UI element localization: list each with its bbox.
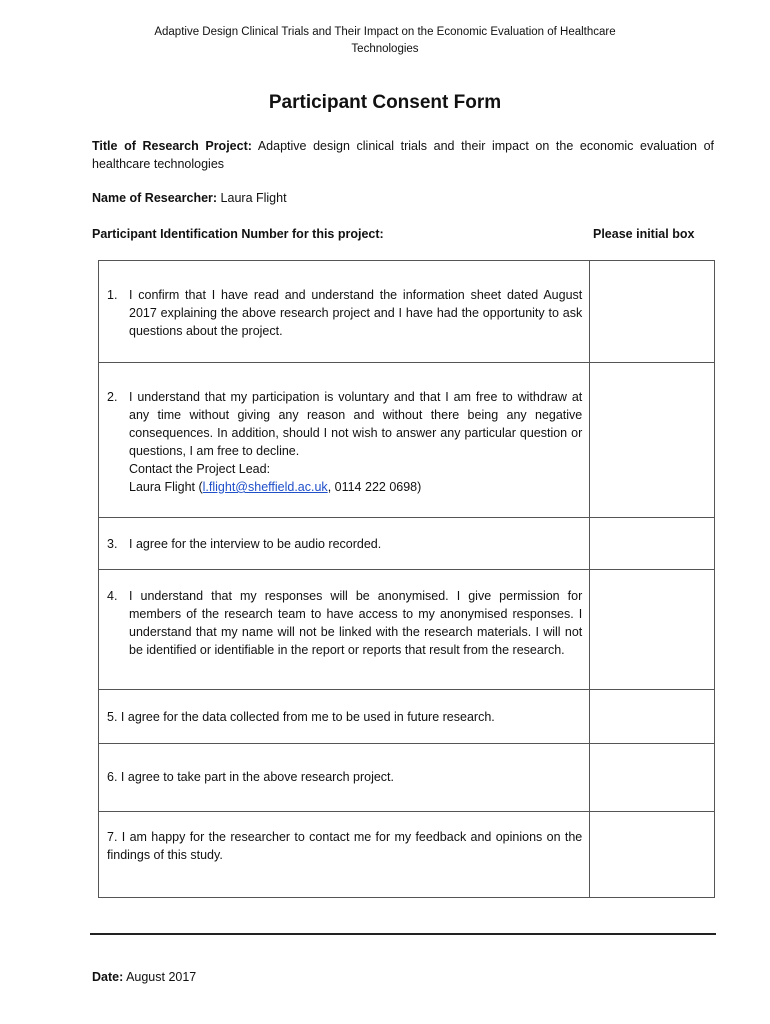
statement-number: 3. [107,537,118,551]
statement-number: 7. [107,830,118,844]
running-header-line-2: Technologies [351,43,419,55]
statement-text: I confirm that I have read and understand the information sheet dated August 2017 explaining the above research project and I have had the opportunity to ask questions about the project. [129,288,583,338]
statement-cell [99,744,590,812]
contact-label: Contact the Project Lead: [129,462,271,476]
statement-cell [99,261,590,363]
statement-text: I agree to take part in the above research project. [120,770,394,784]
consent-row-7 [99,812,715,898]
running-header-line-1: Adaptive Design Clinical Trials and Their Impact on the Economic Evaluation of Healthcare [154,26,616,38]
project-title-label: Title of Research Project: [92,139,252,153]
contact-email-link[interactable]: l.flight@sheffield.ac.uk [202,480,328,494]
statement-number: 2. [107,390,118,404]
statement-text: I am happy for the researcher to contact me for my feedback and opinions on the findings of this study. [107,830,583,862]
researcher-line [92,189,714,207]
consent-row-3 [99,518,715,570]
consent-table [98,260,715,898]
statement-text: I understand that my responses will be anonymised. I give permission for members of the research team to have access to my anonymised responses. I understand that my name will not be linked with the research materials. I will not be identified or identifiable in the report or reports that result from the research. [129,589,583,657]
consent-row-1 [99,261,715,363]
initial-box-header: Please initial box [593,227,695,241]
statement-text: I agree for the data collected from me to be used in future research. [120,710,495,724]
date-line [92,970,196,984]
researcher-label: Name of Researcher: [92,191,218,205]
contact-phone: , 0114 222 0698) [327,480,422,494]
researcher-value: Laura Flight [220,191,287,205]
project-title-line [92,137,714,173]
contact-name: Laura Flight ( [129,480,203,494]
statement-number: 4. [107,589,118,603]
statement-text: I understand that my participation is voluntary and that I am free to withdraw at any time without giving any reason and without there being any negative consequences. In addition, should I not wish to answer any particular question or questions, I am free to decline. [129,390,583,458]
footer-divider [90,933,716,935]
statement-cell [99,690,590,744]
initial-box-6[interactable] [590,744,715,812]
statement-text: I agree for the interview to be audio recorded. [129,537,382,551]
consent-row-5 [99,690,715,744]
consent-row-4 [99,570,715,690]
consent-row-2 [99,363,715,518]
page-title: Participant Consent Form [268,92,502,113]
statement-cell [99,363,590,518]
initial-box-2[interactable] [590,363,715,518]
statement-number: 1. [107,288,118,302]
initial-box-1[interactable] [590,261,715,363]
initial-box-4[interactable] [590,570,715,690]
statement-cell [99,812,590,898]
statement-number: 5. [107,710,118,724]
participant-id-label: Participant Identification Number for this project: [92,227,384,241]
statement-number: 6. [107,770,118,784]
project-title-value: Adaptive design clinical trials and their impact on the economic evaluation of healthcare technologies [92,139,715,171]
date-value: August 2017 [126,970,197,984]
initial-box-7[interactable] [590,812,715,898]
consent-row-6 [99,744,715,812]
initial-box-5[interactable] [590,690,715,744]
statement-cell [99,570,590,690]
running-header [100,24,670,58]
initial-box-3[interactable] [590,518,715,570]
date-label: Date: [92,970,124,984]
statement-cell [99,518,590,570]
